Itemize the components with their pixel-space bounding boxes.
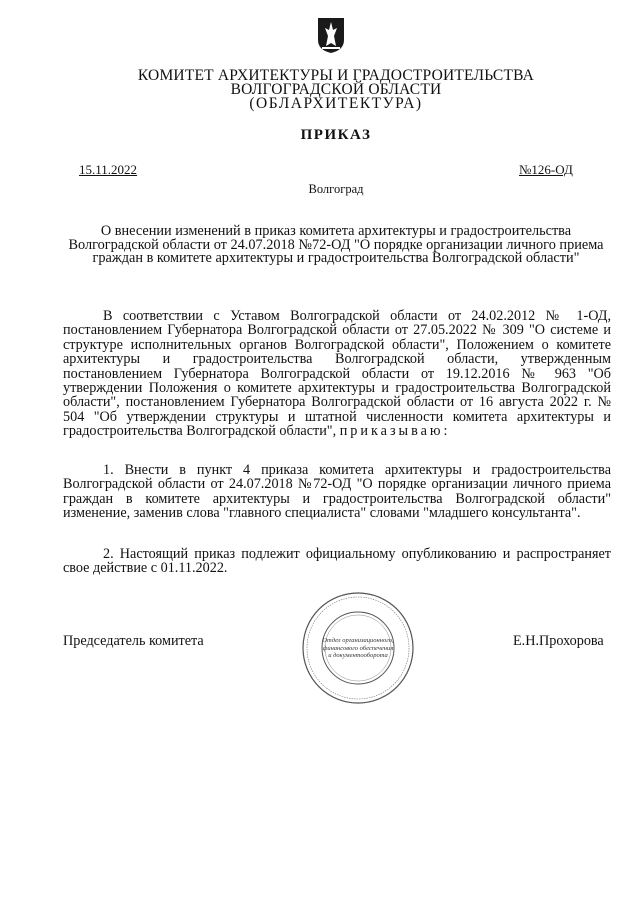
signatory-role: Председатель комитета: [63, 633, 204, 649]
committee-abbreviation: (ОБЛАРХИТЕКТУРА): [249, 95, 423, 112]
document-number: №126-ОД: [519, 162, 573, 177]
document-date: 15.11.2022: [79, 162, 138, 177]
document-title: ПРИКАЗ: [300, 127, 372, 143]
order-item-1: 1. Внести в пункт 4 приказа комитета архитектуры и градостроительства Волгоградской области от 24.07.2018 №72-ОД "О порядке организации личного приема граждан в комитете архитектуры и градостроительства Волгоградской области" изменение, заменив слова "главного специалиста" словами "младшего консультанта".: [63, 462, 611, 522]
stamp-text: Отдел организационного, финансового обеспечения и документооборота: [322, 637, 394, 659]
signatory-name: Е.Н.Прохорова: [513, 633, 604, 649]
order-item-2: 2. Настоящий приказ подлежит официальному опубликованию и распространяет свое действие с 01.11.2022.: [63, 546, 611, 577]
document-subject: О внесении изменений в приказ комитета архитектуры и градостроительства Волгоградской области от 24.07.2018 №72-ОД "О порядке организации личного приема граждан в комитете архитектуры и градостроительства Волгоградской области": [68, 223, 604, 266]
committee-name-line2: ВОЛГОГРАДСКОЙ ОБЛАСТИ: [230, 81, 442, 98]
coat-of-arms-icon: [316, 16, 346, 54]
document-city: Волгоград: [308, 182, 364, 196]
preamble-text: В соответствии с Уставом Волгоградской области от 24.02.2012 № 1-ОД, постановлением Губернатора Волгоградской области от 27.05.2022 № 309 "О системе и структуре исполнительных органов Волгоградской области", Положением о комитете архитектуры и градостроительства Волгоградской области, утвержденным постановлением Губернатора Волгоградской области от 19.12.2016 № 963 "Об утверждении Положения о комитете архитектуры и градостроительства Волгоградской области", постановлением Губернатора Волгоградской области от 16 августа 2022 г. № 504 "Об утверждении структуры и штатной численности комитета архитектуры и градостроительства Волгоградской области",: [63, 308, 611, 440]
orders-word: приказываю:: [339, 423, 451, 440]
preamble-paragraph: [63, 309, 611, 439]
committee-name-line1: КОМИТЕТ АРХИТЕКТУРЫ И ГРАДОСТРОИТЕЛЬСТВА: [137, 67, 535, 84]
